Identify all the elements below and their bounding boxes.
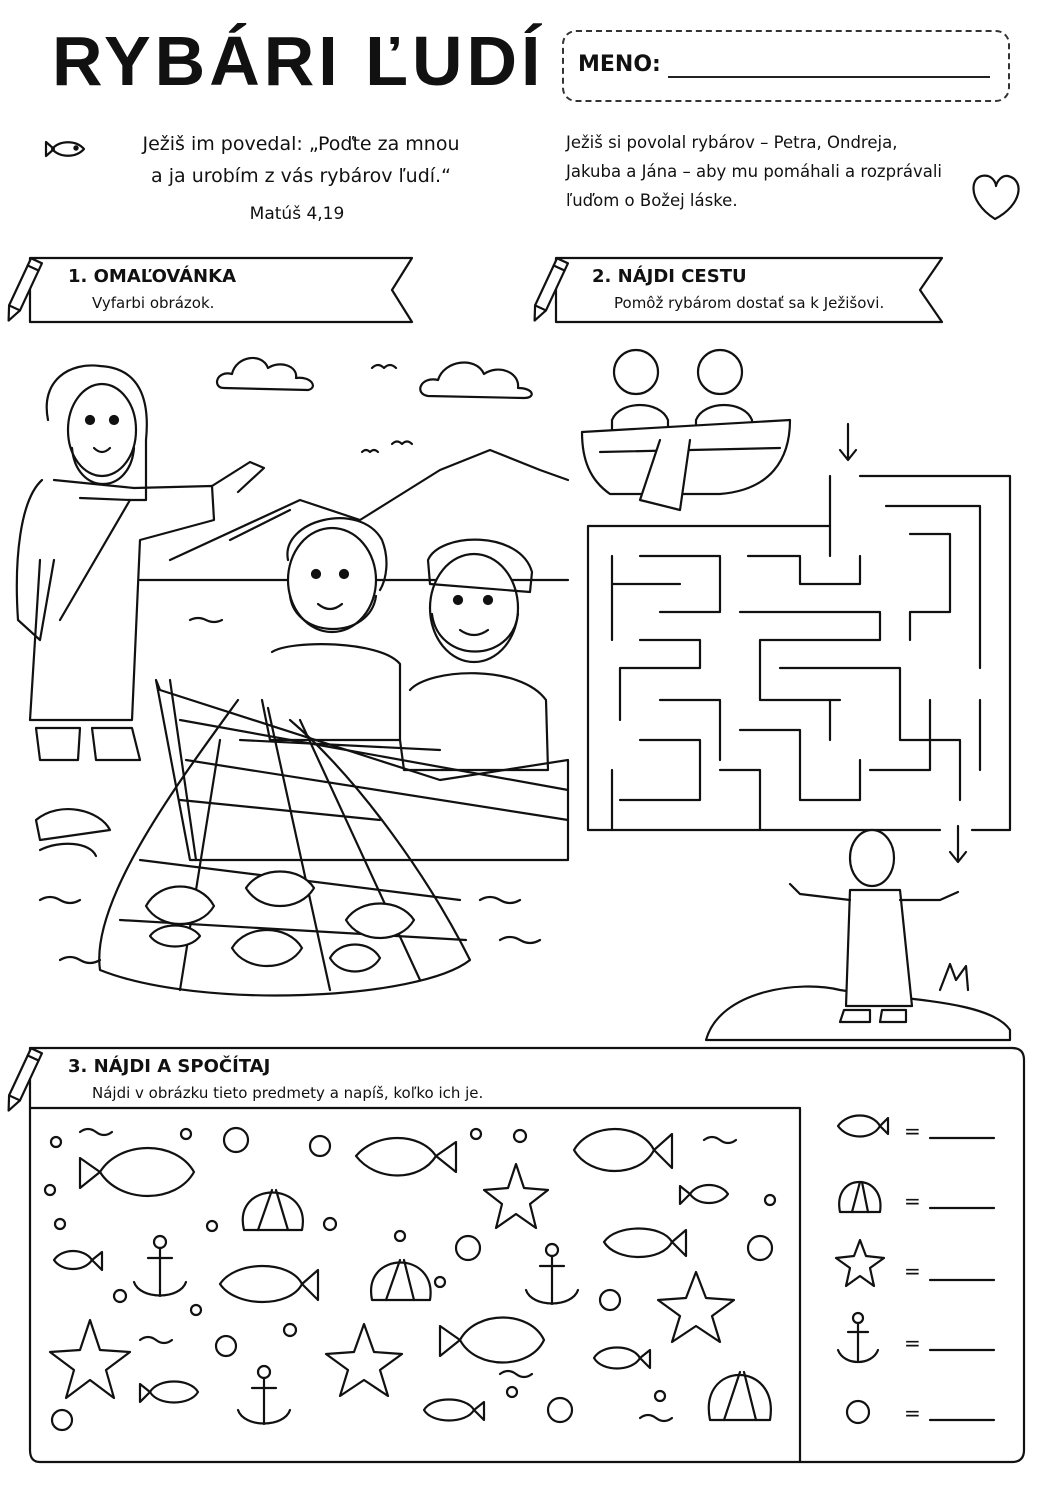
bird bbox=[392, 442, 412, 445]
quote-line-1: Ježiš im povedal: „Poďte za mnou bbox=[142, 133, 460, 155]
starfish-icon bbox=[836, 1240, 884, 1286]
section-2-subtitle: Pomôž rybárom dostať sa k Ježišovi. bbox=[614, 294, 885, 312]
cloud bbox=[217, 358, 313, 390]
cloud bbox=[420, 363, 531, 398]
fisherman-right bbox=[400, 540, 548, 770]
equals-sign: = bbox=[904, 1119, 921, 1143]
equals-sign: = bbox=[904, 1259, 921, 1283]
fish-icon bbox=[838, 1116, 888, 1137]
intro-line-1: Ježiš si povolal rybárov – Petra, Ondreja, bbox=[566, 133, 898, 152]
bubble-icon bbox=[847, 1401, 869, 1423]
shell-icon bbox=[839, 1182, 880, 1212]
equals-sign: = bbox=[904, 1401, 921, 1425]
section-3-frame bbox=[3, 1048, 1024, 1462]
bird bbox=[372, 365, 396, 368]
intro-line-2: Jakuba a Jána – aby mu pomáhali a rozprávali bbox=[566, 162, 943, 181]
count-answer-list bbox=[836, 1116, 994, 1426]
section-1-title: 1. OMAĽOVÁNKA bbox=[68, 266, 237, 287]
arrow-down-icon bbox=[950, 826, 966, 862]
coloring-picture[interactable] bbox=[17, 358, 568, 995]
equals-sign: = bbox=[904, 1331, 921, 1355]
section-2-title: 2. NÁJDI CESTU bbox=[592, 266, 747, 287]
banner-section-1 bbox=[3, 258, 412, 323]
quote-line-2: a ja urobím z vás rybárov ľudí.“ bbox=[151, 165, 451, 187]
name-label: MENO: bbox=[578, 52, 661, 77]
maze[interactable] bbox=[582, 350, 1010, 1040]
page-title: RYBÁRI ĽUDÍ bbox=[52, 22, 545, 100]
bird bbox=[362, 450, 378, 452]
intro-line-3: ľuďom o Božej láske. bbox=[566, 191, 738, 210]
arrow-down-icon bbox=[840, 424, 856, 460]
jesus-figure bbox=[17, 365, 264, 760]
hidden-objects-picture[interactable] bbox=[45, 1128, 775, 1430]
section-3-title: 3. NÁJDI A SPOČÍTAJ bbox=[68, 1056, 271, 1077]
section-3-subtitle: Nájdi v obrázku tieto predmety a napíš, koľko ich je. bbox=[92, 1084, 484, 1102]
equals-sign: = bbox=[904, 1189, 921, 1213]
banner-section-2 bbox=[529, 258, 942, 323]
fishermen-boat bbox=[582, 350, 790, 510]
quote-reference: Matúš 4,19 bbox=[249, 204, 345, 224]
jesus-figure-small bbox=[706, 830, 1010, 1040]
pencil-icon bbox=[3, 1048, 42, 1113]
mountains bbox=[170, 450, 568, 560]
anchor-icon bbox=[838, 1313, 878, 1362]
section-1-subtitle: Vyfarbi obrázok. bbox=[92, 294, 215, 312]
fish-icon bbox=[46, 142, 84, 156]
heart-icon bbox=[973, 176, 1018, 219]
fisherman-left bbox=[262, 518, 400, 740]
